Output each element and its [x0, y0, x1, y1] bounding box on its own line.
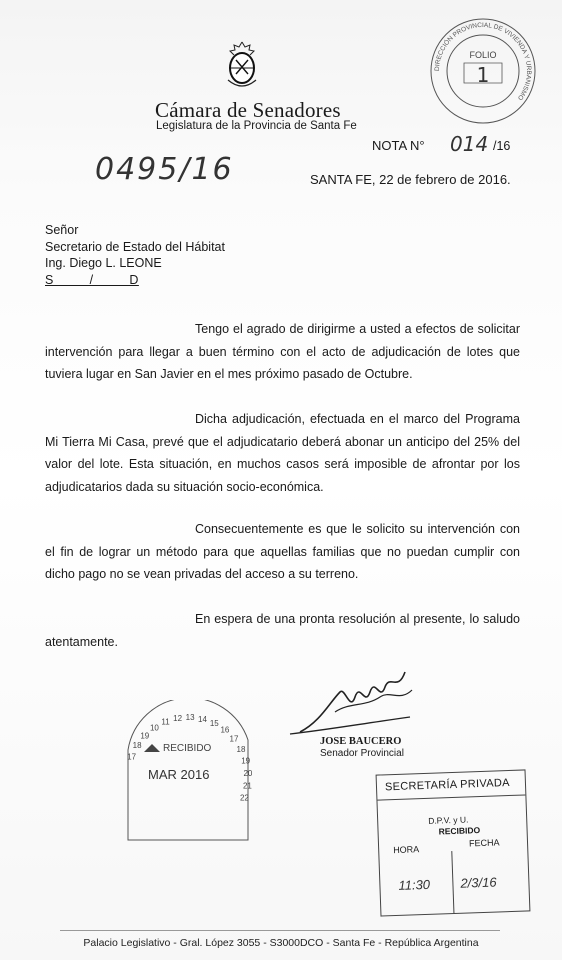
signer-title: Senador Provincial	[320, 748, 404, 759]
recipient-line: S / D	[45, 272, 139, 287]
folio-ring-text: DIRECCIÓN PROVINCIAL DE VIVIENDA Y URBANISMO	[433, 21, 533, 102]
footer-divider	[60, 930, 500, 931]
secretaria-recibido: RECIBIDO	[438, 825, 481, 837]
stamp-ring-number: 22	[239, 793, 249, 803]
recipient-line: Ing. Diego L. LEONE	[45, 256, 162, 270]
hora-value: 11:30	[398, 876, 431, 893]
stamp-ring-number: 21	[242, 781, 252, 791]
signer-name: JOSE BAUCERO	[320, 736, 402, 747]
stamp-ring-number: 10	[149, 723, 159, 733]
paragraph-2: Dicha adjudicación, efectuada en el marco del Programa Mi Tierra Mi Casa, prevé que el adjudicatario deberá abonar un anticipo del 25% del valor del lote. Esta situación, en muchos casos será imposible de afrontar por los adjudicatarios dada su situación socio-económica.	[45, 412, 520, 494]
nota-year: /16	[493, 139, 511, 153]
fecha-label: FECHA	[468, 837, 500, 849]
stamp-ring-number: 19	[140, 731, 150, 741]
arrow-up-icon	[144, 744, 160, 752]
stamp-ring-number: 17	[229, 734, 239, 744]
recipient-line: Secretario de Estado del Hábitat	[45, 239, 225, 254]
secretaria-privada-stamp	[376, 769, 531, 916]
stamp-ring-number: 15	[209, 719, 219, 729]
stamp-ring-number: 20	[243, 768, 253, 778]
folio-number: 1	[476, 63, 490, 87]
stamp-ring-number: 16	[220, 725, 230, 735]
signer-block	[320, 736, 404, 760]
recibido-label: RECIBIDO	[163, 743, 212, 754]
stamp-ring-number: 14	[198, 714, 207, 724]
hora-label: HORA	[393, 844, 420, 856]
paragraph-3: Consecuentemente es que le solicito su intervención con el fin de lograr un método para que aquellas familias que no puedan cumplir con dicho pago no se vean privadas del acceso a su terreno.	[45, 522, 520, 581]
stamp-ring-number: 18	[236, 744, 246, 754]
paragraph-1: Tengo el agrado de dirigirme a usted a efectos de solicitar intervención para llegar a buen término con el acto de adjudicación de lotes que tuviera lugar en San Javier en el mes próximo pasado de Octubre.	[45, 322, 520, 381]
stamp-ring-number: 19	[241, 756, 251, 766]
org-subtitle: Legislatura de la Provincia de Santa Fe	[156, 120, 357, 132]
recibido-date-stamp	[118, 700, 258, 850]
place-date: SANTA FE, 22 de febrero de 2016.	[310, 172, 511, 187]
stamp-ring-number: 18	[132, 741, 142, 751]
org-title: Cámara de Senadores	[155, 98, 341, 122]
nota-number-handwritten: 014	[450, 132, 489, 156]
recibido-date: MAR 2016	[148, 767, 210, 782]
secretaria-dpv: D.P.V. y U.	[428, 814, 469, 826]
handwritten-signature	[280, 662, 420, 747]
recipient-line: Señor	[45, 223, 79, 237]
secretaria-title: SECRETARÍA PRIVADA	[384, 776, 510, 794]
handwritten-reference: 0495/16	[95, 152, 234, 187]
footer-address: Palacio Legislativo - Gral. López 3055 - S3000DCO - Santa Fe - República Argentina	[83, 937, 479, 949]
stamp-ring-number: 13	[185, 713, 195, 722]
fecha-value: 2/3/16	[460, 874, 497, 891]
province-crest-icon	[222, 40, 262, 90]
recipient-block	[45, 222, 225, 288]
paragraph-4: En espera de una pronta resolución al presente, lo saludo atentamente.	[45, 612, 520, 649]
nota-label: NOTA N°	[372, 138, 425, 153]
stamp-ring-number: 11	[161, 717, 170, 727]
stamp-ring-number: 12	[173, 713, 183, 723]
folio-label: FOLIO	[469, 50, 497, 60]
stamp-ring-number: 17	[127, 752, 137, 762]
folio-stamp	[424, 18, 542, 124]
